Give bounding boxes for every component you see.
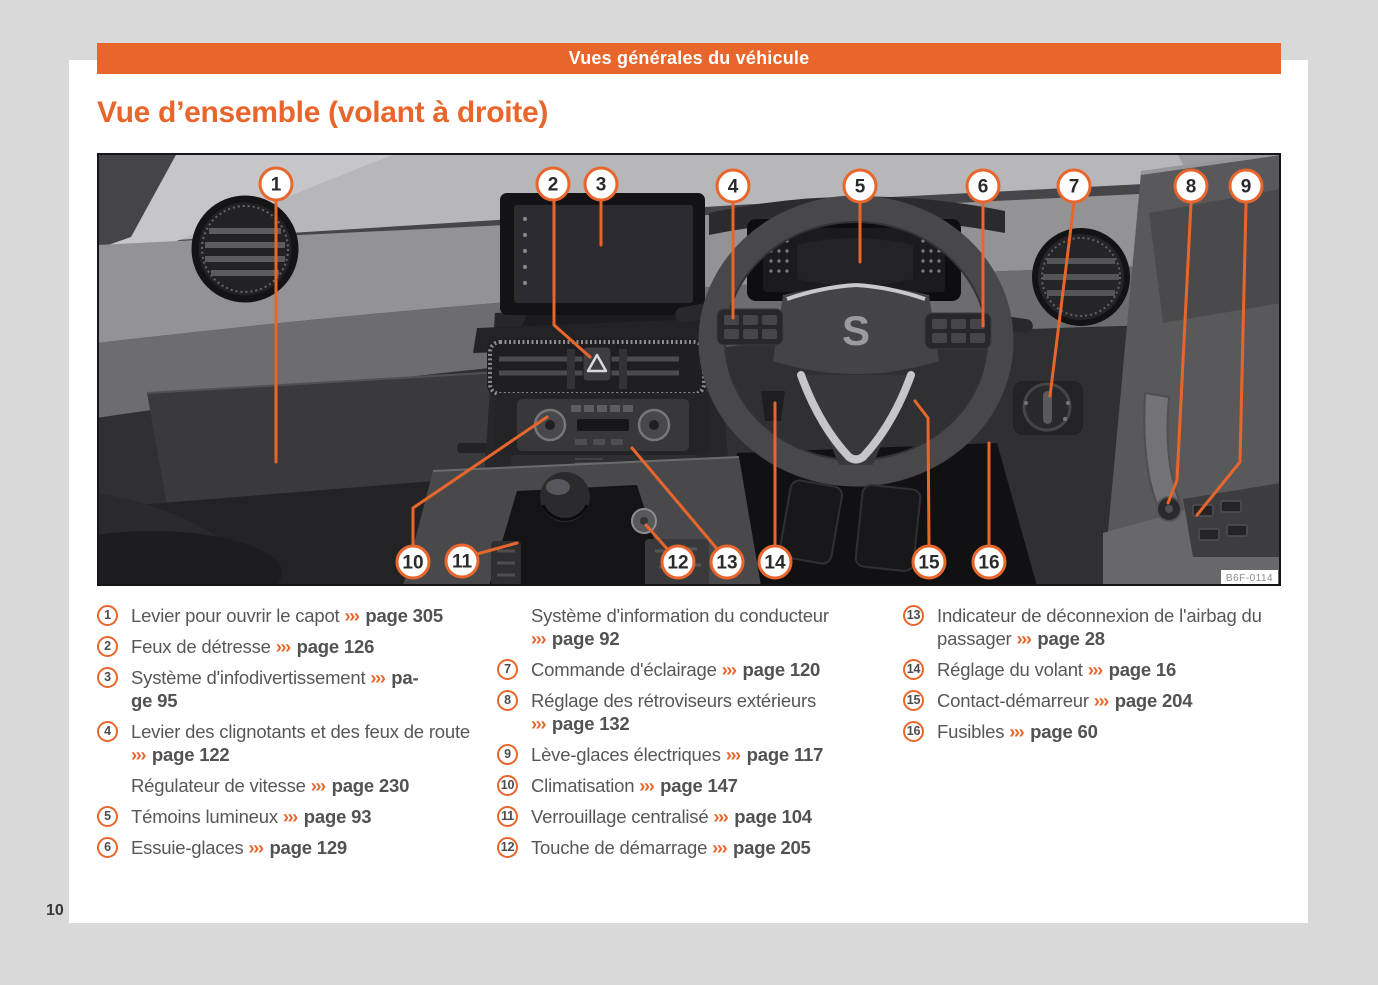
chapter-header-bar <box>97 43 1281 74</box>
climate-control-panel <box>495 393 709 455</box>
dashboard-illustration <box>97 153 1281 586</box>
page-reference: page 93 <box>298 806 372 827</box>
page-reference: page 117 <box>741 744 824 765</box>
legend-item-text <box>531 658 865 681</box>
legend-entry <box>497 658 865 681</box>
legend-entry <box>97 604 495 627</box>
legend-column-3 <box>903 604 1283 751</box>
legend-label: Régulateur de vitesse <box>131 775 311 796</box>
legend-entry <box>903 720 1283 743</box>
legend-item-text <box>131 836 495 859</box>
legend-label: Essuie-glaces <box>131 837 249 858</box>
legend-item-text <box>937 720 1283 743</box>
cross-reference-arrows: ››› <box>344 605 359 626</box>
legend-entry <box>903 658 1283 681</box>
legend-item-text <box>531 689 865 735</box>
page-reference: page 147 <box>655 775 738 796</box>
legend-label: Touche de démarrage <box>531 837 713 858</box>
cross-reference-arrows: ››› <box>712 837 727 858</box>
legend-label: Fusibles <box>937 721 1010 742</box>
cross-reference-arrows: ››› <box>1009 721 1024 742</box>
cross-reference-arrows: ››› <box>1093 690 1108 711</box>
callout-number-16: 16 <box>978 552 1000 574</box>
legend-item-number: 15 <box>903 690 924 711</box>
legend-entry <box>97 635 495 658</box>
callout-number-3: 3 <box>595 174 607 196</box>
callout-number-13: 13 <box>716 552 738 574</box>
legend-label: Commande d'éclairage <box>531 659 722 680</box>
legend-entry <box>497 604 865 650</box>
page-reference: page 60 <box>1025 721 1098 742</box>
callout-number-9: 9 <box>1240 176 1252 198</box>
dashboard-figure <box>97 153 1281 586</box>
legend-entry <box>903 604 1283 650</box>
callout-number-11: 11 <box>451 551 473 573</box>
legend-label: Indicateur de déconnexion de l'airbag du <box>937 605 1262 626</box>
legend-item-text <box>937 604 1283 650</box>
legend-entry <box>97 720 495 766</box>
cross-reference-arrows: ››› <box>248 837 263 858</box>
legend-label: Levier pour ouvrir le capot <box>131 605 345 626</box>
page-reference: page 132 <box>546 713 630 734</box>
legend-entry <box>97 774 495 797</box>
legend-entry <box>97 836 495 859</box>
legend-label: passager <box>937 628 1017 649</box>
legend-label: Lève-glaces électriques <box>531 744 726 765</box>
cross-reference-arrows: ››› <box>275 636 290 657</box>
legend-label: Système d'information du conducteur <box>531 605 829 626</box>
seat-logo: S <box>841 307 871 354</box>
legend-item-text <box>131 604 495 627</box>
cross-reference-arrows: ››› <box>370 667 385 688</box>
figure-legend <box>97 604 1281 864</box>
callout-number-14: 14 <box>764 552 786 574</box>
legend-item-text <box>131 720 495 766</box>
legend-entry <box>497 743 865 766</box>
legend-item-number: 4 <box>97 721 118 742</box>
legend-item-text <box>531 836 865 859</box>
figure-code: B6F-0114 <box>1225 573 1274 584</box>
cross-reference-arrows: ››› <box>310 775 325 796</box>
legend-item-number: 9 <box>497 744 518 765</box>
legend-column-1 <box>97 604 495 867</box>
legend-item-text <box>131 635 495 658</box>
chapter-header-title: Vues générales du véhicule <box>568 48 810 68</box>
center-air-vents <box>487 339 707 397</box>
cross-reference-arrows: ››› <box>725 744 740 765</box>
cross-reference-arrows: ››› <box>1016 628 1031 649</box>
legend-item-number: 1 <box>97 605 118 626</box>
legend-item-text <box>131 774 495 797</box>
callout-number-2: 2 <box>547 174 559 196</box>
legend-label: Témoins lumineux <box>131 806 283 827</box>
right-air-vent <box>1035 231 1127 323</box>
callout-number-12: 12 <box>667 552 689 574</box>
hazard-light-button <box>583 347 611 381</box>
callout-number-4: 4 <box>727 176 739 198</box>
legend-item-number: 16 <box>903 721 924 742</box>
callout-number-10: 10 <box>402 552 424 574</box>
page-reference: page 126 <box>291 636 375 657</box>
page-reference: page 104 <box>729 806 812 827</box>
callout-number-6: 6 <box>977 176 989 198</box>
cross-reference-arrows: ››› <box>1087 659 1102 680</box>
legend-item-number: 2 <box>97 636 118 657</box>
page-reference: page 28 <box>1032 628 1105 649</box>
page-reference: page 122 <box>146 744 230 765</box>
legend-item-number: 8 <box>497 690 518 711</box>
legend-item-number-spacer <box>497 605 518 626</box>
legend-item-number: 3 <box>97 667 118 688</box>
legend-item-number: 7 <box>497 659 518 680</box>
callout-number-8: 8 <box>1185 176 1197 198</box>
page-reference: page 205 <box>728 837 811 858</box>
legend-item-text <box>937 689 1283 712</box>
gear-lever-knob <box>540 472 590 522</box>
page-title: Vue d’ensemble (volant à droite) <box>97 96 549 129</box>
page-reference: page 16 <box>1103 659 1177 680</box>
legend-label: Feux de détresse <box>131 636 276 657</box>
legend-label: Levier des clignotants et des feux de route <box>131 721 471 742</box>
page-reference: ge 95 <box>131 690 178 711</box>
page-number: 10 <box>46 902 64 919</box>
legend-entry <box>497 805 865 828</box>
legend-entry <box>97 666 495 712</box>
callout-number-15: 15 <box>918 552 940 574</box>
legend-label: Verrouillage centralisé <box>531 806 714 827</box>
legend-item-text <box>131 805 495 828</box>
legend-item-text <box>131 666 495 712</box>
legend-item-text <box>531 774 865 797</box>
page-reference: page 129 <box>264 837 348 858</box>
legend-entry <box>903 689 1283 712</box>
legend-item-text <box>531 604 865 650</box>
page-reference: page 230 <box>326 775 410 796</box>
callout-number-5: 5 <box>854 176 866 198</box>
page-reference: pa- <box>386 667 419 688</box>
callout-number-1: 1 <box>270 174 282 196</box>
cross-reference-arrows: ››› <box>713 806 728 827</box>
cross-reference-arrows: ››› <box>639 775 654 796</box>
legend-item-text <box>937 658 1283 681</box>
legend-entry <box>497 689 865 735</box>
legend-item-number: 12 <box>497 837 518 858</box>
legend-entry <box>497 836 865 859</box>
page-reference: page 305 <box>360 605 443 626</box>
legend-item-number: 5 <box>97 806 118 827</box>
page-reference: page 204 <box>1109 690 1193 711</box>
legend-entry <box>497 774 865 797</box>
legend-item-text <box>531 805 865 828</box>
steering-buttons-right <box>925 313 991 349</box>
legend-item-number-spacer <box>97 775 118 796</box>
left-air-vent <box>195 199 295 299</box>
legend-item-number: 14 <box>903 659 924 680</box>
steering-buttons-left <box>717 309 783 345</box>
page-reference: page 92 <box>546 628 620 649</box>
cross-reference-arrows: ››› <box>282 806 297 827</box>
legend-label: Réglage des rétroviseurs extérieurs <box>531 690 817 711</box>
steering-adjust-lever <box>761 391 785 421</box>
legend-label: Système d'infodivertissement <box>131 667 371 688</box>
legend-label: Contact-démarreur <box>937 690 1094 711</box>
cross-reference-arrows: ››› <box>721 659 736 680</box>
cross-reference-arrows: ››› <box>531 628 545 649</box>
legend-column-2 <box>497 604 865 867</box>
legend-item-number: 11 <box>497 806 518 827</box>
page-reference: page 120 <box>737 659 821 680</box>
legend-entry <box>97 805 495 828</box>
legend-item-number: 10 <box>497 775 518 796</box>
legend-label: Climatisation <box>531 775 640 796</box>
light-switch <box>1013 381 1083 435</box>
cross-reference-arrows: ››› <box>131 744 145 765</box>
legend-label: Réglage du volant <box>937 659 1088 680</box>
callout-number-7: 7 <box>1068 176 1080 198</box>
cross-reference-arrows: ››› <box>531 713 545 734</box>
legend-item-text <box>531 743 865 766</box>
legend-item-number: 6 <box>97 837 118 858</box>
legend-item-number: 13 <box>903 605 924 626</box>
